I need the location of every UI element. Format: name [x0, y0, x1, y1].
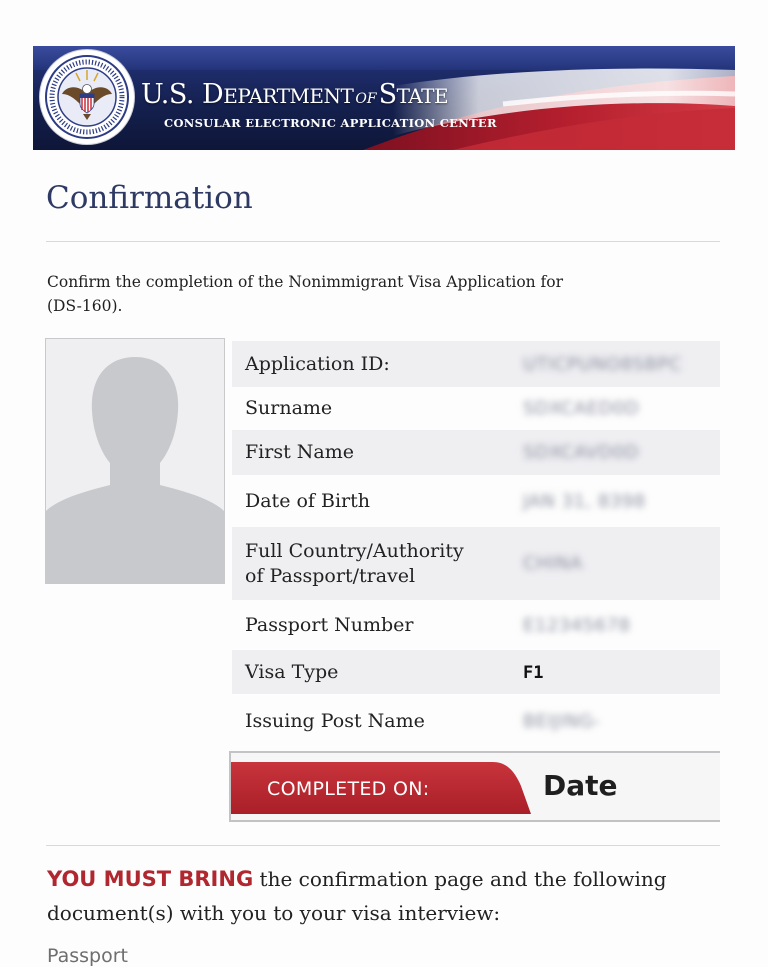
field-label: Passport Number — [245, 613, 414, 636]
divider — [46, 241, 720, 242]
required-document-item: Passport — [47, 945, 128, 967]
field-value — [523, 650, 720, 694]
completion-date: Date — [543, 769, 618, 802]
table-row — [232, 341, 720, 387]
intro-text: Confirm the completion of the Nonimmigrant Visa Application for (DS-160). — [47, 273, 564, 315]
field-value: BEIJING- — [523, 711, 601, 732]
field-value: E12345678 — [523, 614, 631, 636]
field-label-line: Full Country/Authority — [245, 539, 464, 562]
bring-text: document(s) with you to your visa interview: — [47, 901, 501, 925]
application-details-table — [232, 341, 720, 749]
bring-text: the confirmation page and the following — [253, 867, 667, 891]
table-row — [232, 475, 720, 527]
field-value: SDXCAVD0D — [523, 442, 640, 463]
bring-instructions — [47, 862, 727, 930]
person-silhouette-icon — [46, 339, 224, 583]
field-value: UTICPUNO8SBPC — [523, 353, 682, 375]
table-row — [232, 430, 720, 475]
center-subtitle: CONSULAR ELECTRONIC APPLICATION CENTER — [164, 116, 497, 130]
field-label: Issuing Post Name — [245, 710, 425, 732]
table-row — [232, 527, 720, 600]
visa-type-value: F1 — [523, 662, 544, 683]
table-row — [232, 387, 720, 430]
completed-on-label: COMPLETED ON: — [267, 778, 430, 800]
table-row — [232, 650, 720, 694]
header-banner — [33, 46, 735, 150]
must-bring-emphasis: YOU MUST BRING — [47, 867, 254, 891]
field-label: First Name — [245, 441, 354, 463]
field-label: Application ID: — [245, 352, 390, 375]
field-label: Date of Birth — [245, 489, 370, 512]
page-title: Confirmation — [46, 180, 253, 216]
field-value: JAN 31, 8398 — [523, 490, 646, 512]
field-label-line: of Passport/travel — [245, 564, 416, 587]
table-row — [232, 694, 720, 749]
department-of-state-seal-icon — [40, 50, 134, 144]
field-label: Surname — [245, 397, 333, 419]
field-label: Visa Type — [245, 660, 339, 683]
applicant-photo — [45, 338, 225, 584]
field-value: SDXCAED0D — [523, 398, 640, 419]
divider — [46, 845, 720, 846]
completed-on-bar — [229, 751, 720, 822]
field-label — [232, 527, 523, 600]
department-title: U.S. DEPARTMENT OFSTATE — [141, 79, 449, 110]
table-row — [232, 600, 720, 650]
field-value: CHINA — [523, 553, 583, 574]
